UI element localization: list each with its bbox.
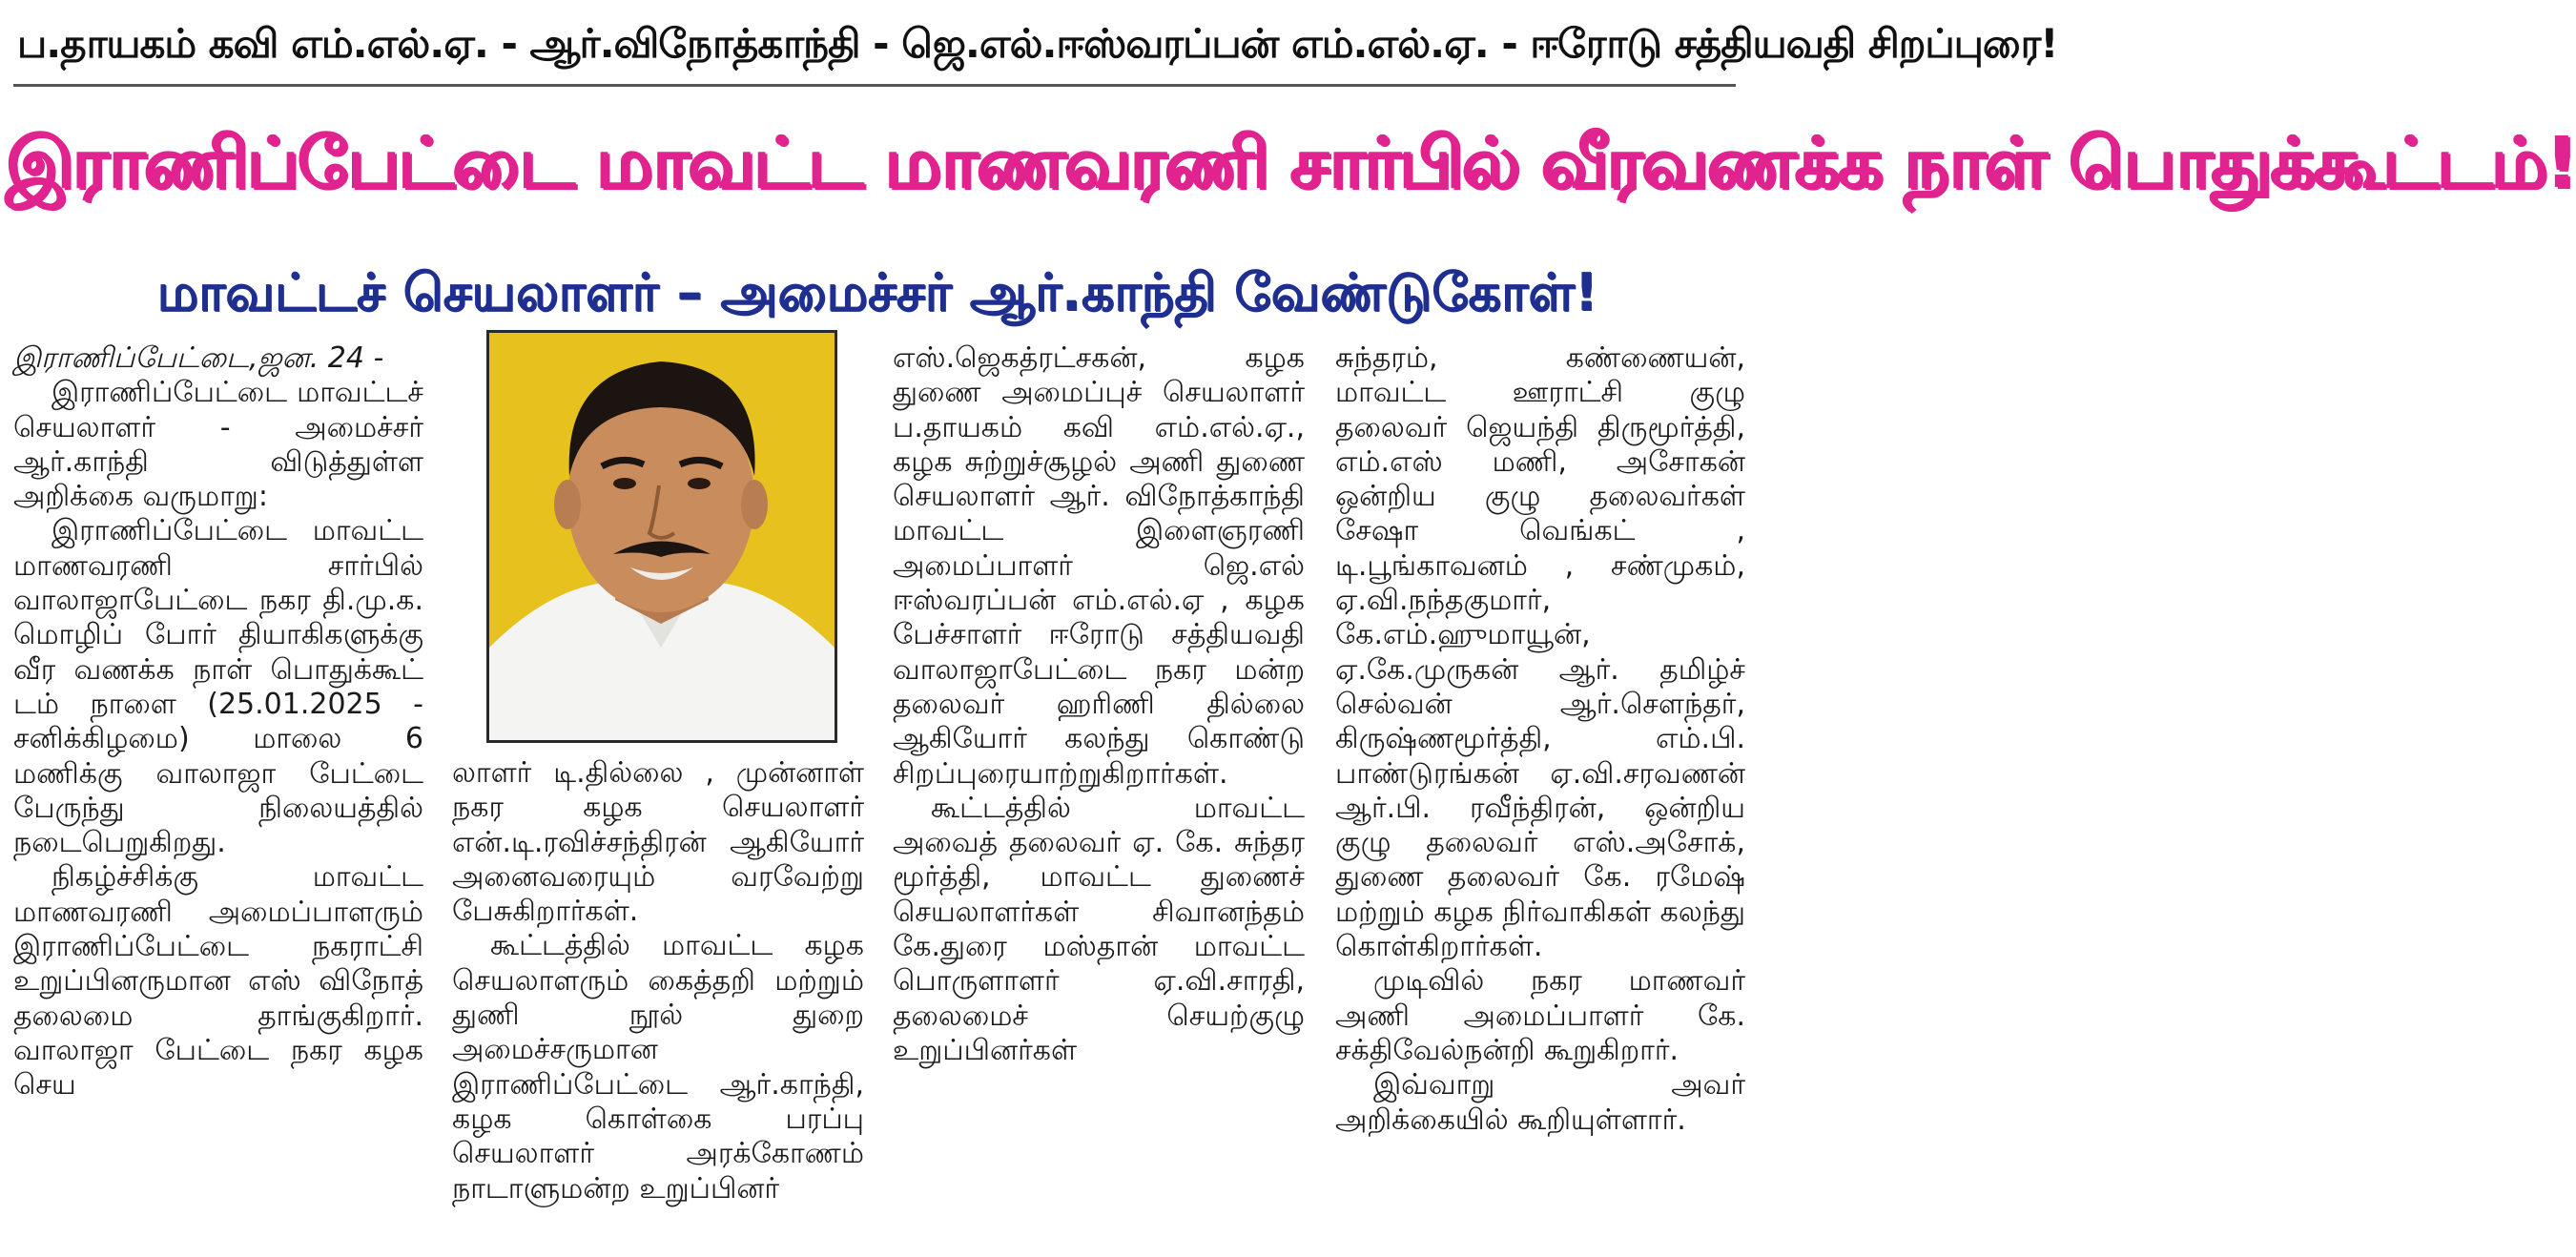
kicker-line: ப.தாயகம் கவி எம்.எல்.ஏ. - ஆர்.விநோத்காந்தி - ஜெ.எல்.ஈஸ்வரப்பன் எம்.எல்.ஏ. - ஈரோடு சத்தியவதி சிறப்புரை!: [17, 20, 2058, 67]
article-column-2: [452, 756, 864, 1257]
paragraph: இராணிப்பேட்டை மாவட்ட மாணவரணி சார்பில் வாலாஜாபேட்டை நகர தி.மு.க. மொழிப் போர் தியாகிகளுக்கு வீர வணக்க நாள் பொதுக்கூட் டம் நாளை (25.01.2025 - சனிக்கிழமை) மாலை 6 மணிக்கு வாலாஜா பேட்டை பேருந்து நிலையத்தில் நடைபெறுகிறது.: [13, 514, 423, 860]
article-column-4: [1335, 341, 1745, 1257]
paragraph: கூட்டத்தில் மாவட்ட அவைத் தலைவர் ஏ. கே. சுந்தர மூர்த்தி, மாவட்ட துணைச் செயலாளர்கள் சிவானந்தம் கே.துரை மஸ்தான் மாவட்ட பொருளாளர் ஏ.வி.சாரதி, தலைமைச் செயற்குழு உறுப்பினர்கள்: [893, 791, 1305, 1067]
paragraph: இராணிப்பேட்டை மாவட்டச் செயலாளர் - அமைச்சர் ஆர்.காந்தி விடுத்துள்ள அறிக்கை வருமாறு:: [13, 376, 423, 514]
header-divider: [13, 84, 1736, 87]
article-column-1: [13, 341, 423, 1257]
paragraph: சுந்தரம், கண்ணையன், மாவட்ட ஊராட்சி குழு தலைவர் ஜெயந்தி திருமூர்த்தி, எம்.எஸ் மணி, அசோகன் ஒன்றிய குழு தலைவர்கள் சேஷா வெங்கட் , டி.பூங்காவனம் , சண்முகம், ஏ.வி.நந்தகுமார், கே.எம்.ஹுமாயூன், ஏ.கே.முருகன் ஆர். தமிழ்ச் செல்வன் ஆர்.சௌந்தர், கிருஷ்ணமூர்த்தி, எம்.பி. பாண்டுரங்கன் ஏ.வி.சரவணன் ஆர்.பி. ரவீந்திரன், ஒன்றிய குழு தலைவர் எஸ்.அசோக், துணை தலைவர் கே. ரமேஷ் மற்றும் கழக நிர்வாகிகள் கலந்து கொள்கிறார்கள்.: [1335, 341, 1746, 964]
paragraph: எஸ்.ஜெகத்ரட்சகன், கழக துணை அமைப்புச் செயலாளர் ப.தாயகம் கவி எம்.எல்.ஏ., கழக சுற்றுச்சூழல் அணி துணை செயலாளர் ஆர். விநோத்காந்தி மாவட்ட இளைஞரணி அமைப்பாளர் ஜெ.எல் ஈஸ்வரப்பன் எம்.எல்.ஏ , கழக பேச்சாளர் ஈரோடு சத்தியவதி வாலாஜாபேட்டை நகர மன்ற தலைவர் ஹரிணி தில்லை ஆகியோர் கலந்து கொண்டு சிறப்புரையாற்றுகிறார்கள்.: [893, 341, 1305, 791]
dateline: இராணிப்பேட்டை,ஜன. 24 -: [13, 341, 384, 375]
paragraph: கூட்டத்தில் மாவட்ட கழக செயலாளரும் கைத்தறி மற்றும் துணி நூல் துறை அமைச்சருமான இராணிப்பேட்டை ஆர்.காந்தி, கழக கொள்கை பரப்பு செயலாளர் அரக்கோணம் நாடாளுமன்ற உறுப்பினர்: [452, 929, 864, 1205]
portrait-image: [489, 333, 835, 740]
portrait-photo: [486, 330, 837, 743]
paragraph: இவ்வாறு அவர் அறிக்கையில் கூறியுள்ளார்.: [1335, 1068, 1745, 1137]
paragraph: நிகழ்ச்சிக்கு மாவட்ட மாணவரணி அமைப்பாளரும் இராணிப்பேட்டை நகராட்சி உறுப்பினருமான எஸ் விநோத் தலைமை தாங்குகிறார். வாலாஜா பேட்டை நகர கழக செய: [13, 860, 423, 1102]
paragraph: முடிவில் நகர மாணவர் அணி அமைப்பாளர் கே. சக்திவேல்நன்றி கூறுகிறார்.: [1335, 964, 1745, 1067]
subheadline: மாவட்டச் செயலாளர் – அமைச்சர் ஆர்.காந்தி வேண்டுகோள்!: [156, 262, 1598, 322]
headline: இராணிப்பேட்டை மாவட்ட மாணவரணி சார்பில் வீரவணக்க நாள் பொதுக்கூட்டம்!: [6, 122, 2576, 204]
article-column-3: [893, 341, 1305, 1257]
paragraph: லாளர் டி.தில்லை , முன்னாள் நகர கழக செயலாளர் என்.டி.ரவிச்சந்திரன் ஆகியோர் அனைவரையும் வரவேற்று பேசுகிறார்கள்.: [452, 756, 864, 929]
